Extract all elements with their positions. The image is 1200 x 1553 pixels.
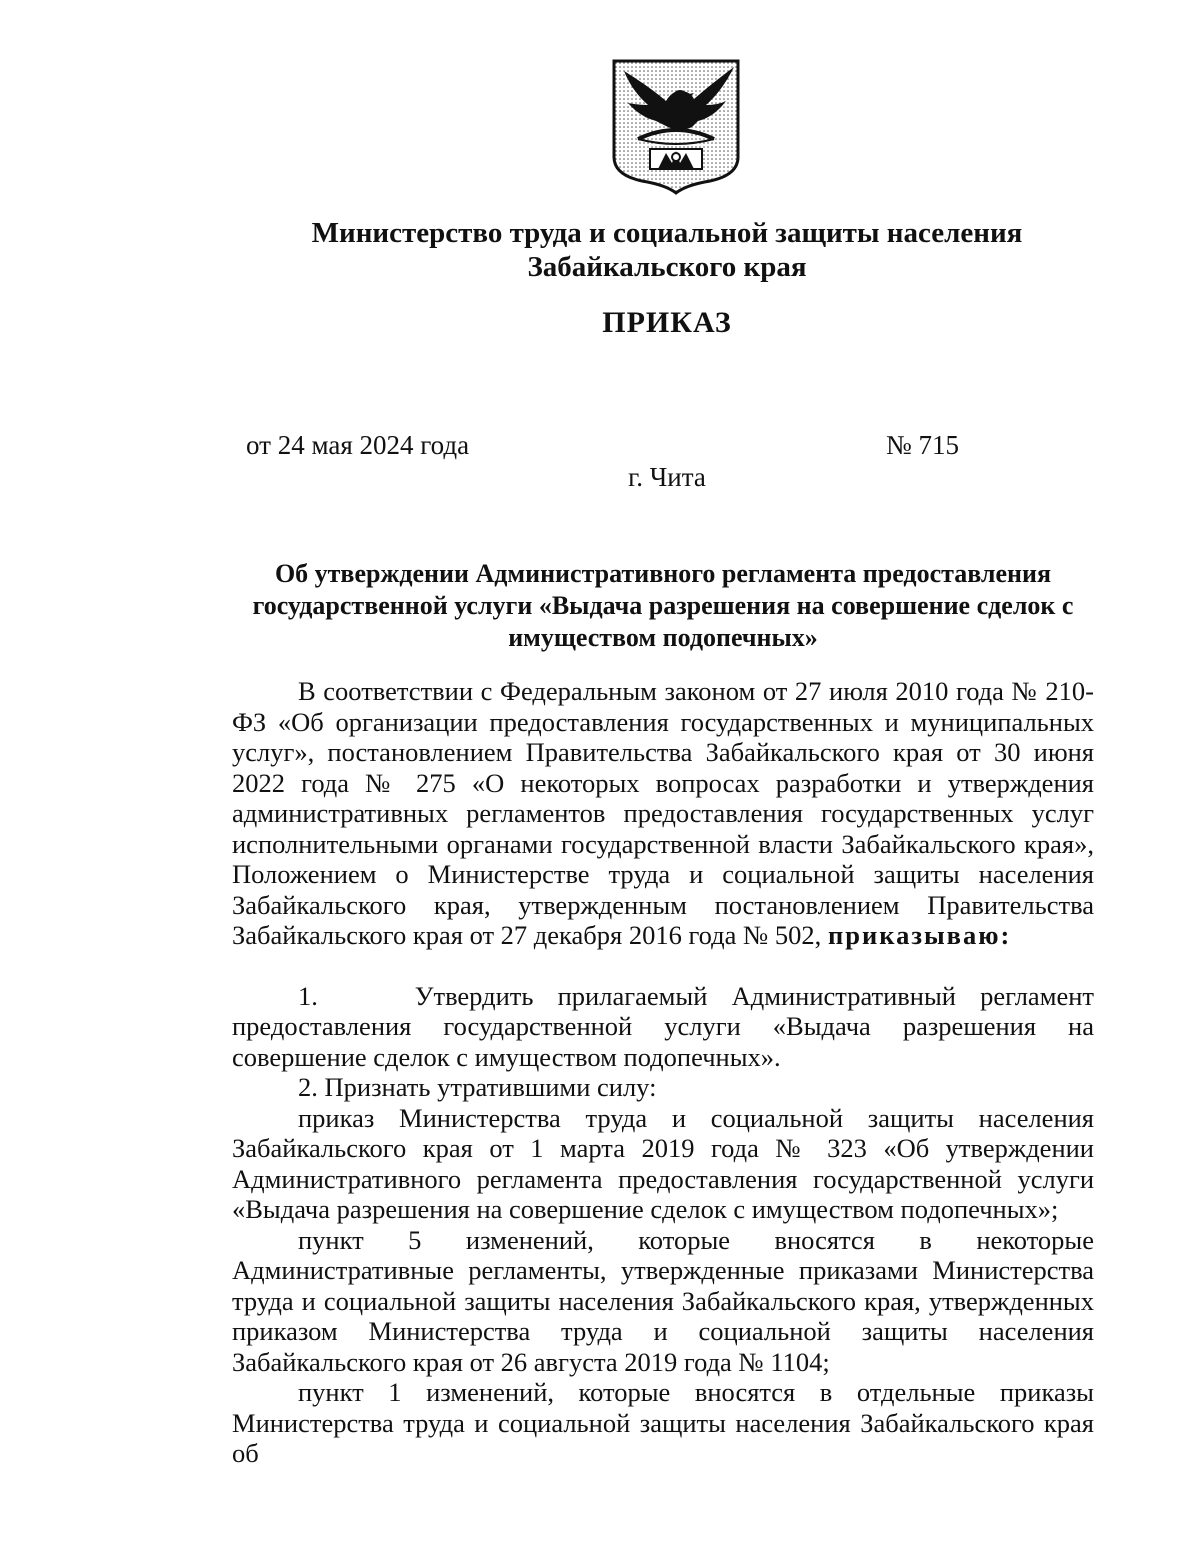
order-body	[232, 676, 1094, 1469]
preamble-text: В соответствии с Федеральным законом от 27 июля 2010 года № 210-ФЗ «Об организации предоставления государственных и муниципальных услуг», постановлением Правительства Забайкальского края от 30 июня 2022 года № 275 «О некоторых вопросах разработки и утверждения административных регламентов предоставления государственных услуг исполнительными органами государственной власти Забайкальского края», Положением о Министерстве труда и социальной защиты населения Забайкальского края, утвержденным постановлением Правительства Забайкальского края от 27 декабря 2016 года № 502,	[232, 676, 1094, 950]
document-type-title: ПРИКАЗ	[602, 306, 732, 339]
order-keyword: приказываю:	[827, 920, 1012, 950]
item-2a-paragraph: приказ Министерства труда и социальной защиты населения Забайкальского края от 1 марта 2019 года № 323 «Об утверждении Административного регламента предоставления государственной услуги «Выдача разрешения на совершение сделок с имуществом подопечных»;	[232, 1102, 1094, 1224]
order-subject-line1: Об утверждении Административного регламента предоставления	[274, 559, 1052, 588]
item-1-paragraph: 1. Утвердить прилагаемый Административный регламент предоставления государственной услуги «Выдача разрешения на совершение сделок с имуществом подопечных».	[232, 980, 1094, 1072]
item-2-paragraph: 2. Признать утратившими силу:	[298, 1072, 657, 1102]
order-subject	[232, 558, 1094, 654]
item-2c-paragraph: пункт 1 изменений, которые вносятся в отдельные приказы Министерства труда и социальной защиты населения Забайкальского края об	[232, 1377, 1094, 1468]
preamble-paragraph	[232, 676, 1094, 951]
order-number: № 715	[886, 430, 960, 460]
order-subject-line3: имуществом подопечных»	[508, 623, 818, 652]
ministry-name-line1: Министерство труда и социальной защиты населения	[311, 217, 1023, 249]
ministry-name-line2: Забайкальского края	[527, 251, 807, 283]
coat-of-arms-icon	[610, 57, 742, 195]
ministry-name	[0, 216, 1200, 284]
item-2b-paragraph: пункт 5 изменений, которые вносятся в некоторые Административные регламенты, утвержденные приказами Министерства труда и социальной защиты населения Забайкальского края, утвержденных приказом Министерства труда и социальной защиты населения Забайкальского края от 26 августа 2019 года № 1104;	[232, 1224, 1094, 1377]
order-subject-line2: государственной услуги «Выдача разрешения на совершение сделок с	[252, 591, 1074, 620]
order-date: от 24 мая 2024 года	[246, 430, 470, 460]
order-city: г. Чита	[628, 462, 706, 492]
